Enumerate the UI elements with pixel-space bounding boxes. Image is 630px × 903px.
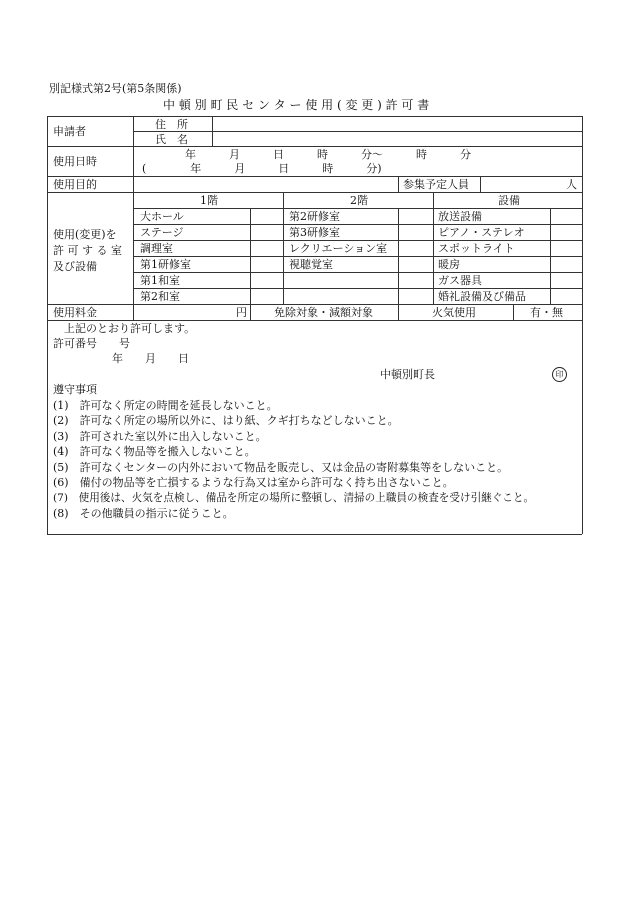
equipment-item: ガス器具 [438,274,482,287]
equipment-item: スポットライト [438,242,515,255]
rooms-label-line1: 使用(変更)を [53,228,117,241]
equipment-item: 放送設備 [438,210,482,223]
attendees-field[interactable] [482,177,562,191]
applicant-label: 申請者 [53,125,86,138]
purpose-field[interactable] [135,177,397,191]
fire-use-label: 火気使用 [432,306,476,319]
address-field[interactable] [214,117,580,130]
datetime-line1[interactable]: 年 月 日 時 分～ 時 分 [185,148,471,161]
address-label: 住 所 [155,118,188,131]
rule-item: (3) 許可された室以外に出入しないこと。 [53,430,267,443]
floor1-header: 1階 [200,194,218,207]
attendees-label: 参集予定人員 [403,178,469,191]
room-floor1: 第2和室 [140,290,180,303]
room-floor2: 第3研修室 [289,226,340,239]
fee-label: 使用料金 [53,306,97,319]
permit-date: 年 月 日 [112,352,189,365]
rule-item: (7) 使用後は、火気を点検し、備品を所定の場所に整頓し、清掃の上職員の検査を受け引継ぐこと。 [53,492,535,504]
purpose-label: 使用目的 [53,178,97,191]
room-floor1: 第1研修室 [140,258,191,271]
room-floor1: ステージ [140,226,184,239]
form-title: 中 頓 別 町 民 セ ン タ ー 使 用 ( 変 更 ) 許 可 書 [163,98,430,112]
equipment-header: 設備 [498,194,520,207]
fee-field[interactable] [135,305,233,319]
permit-statement: 上記のとおり許可します。 [64,322,196,335]
rooms-label-line2: 許 可 す る 室 [53,244,122,257]
room-floor2: 視聴覚室 [289,258,333,271]
floor2-header: 2階 [350,194,368,207]
permit-number: 許可番号 号 [53,337,130,350]
rooms-label-line3: 及び設備 [53,260,97,273]
rule-item: (6) 備付の物品等を亡損するような行為又は室から許可なく持ち出さないこと。 [53,476,454,489]
rule-item: (1) 許可なく所定の時間を延長しないこと。 [53,399,278,412]
rule-item: (2) 許可なく所定の場所以外に、はり紙、クギ打ちなどしないこと。 [53,414,399,427]
form-number: 別記様式第2号(第5条関係) [49,82,182,95]
rule-item: (5) 許可なくセンターの内外において物品を販売し、又は金品の寄附募集等をしないこと。 [53,461,509,474]
datetime-label: 使用日時 [53,155,97,168]
equipment-item: 暖房 [438,258,460,271]
equipment-item: 婚礼設備及び備品 [438,290,526,303]
name-label: 氏 名 [155,133,188,146]
rule-item: (8) その他職員の指示に従うこと。 [53,507,234,520]
room-floor2: 第2研修室 [289,210,340,223]
attendees-unit: 人 [566,178,577,191]
room-floor2: レクリエーション室 [289,242,388,255]
room-floor1: 調理室 [140,242,173,255]
room-floor1: 大ホール [140,210,184,223]
equipment-item: ピアノ・ステレオ [438,226,525,239]
issuer-name: 中頓別町長 [380,368,435,381]
fire-use-options[interactable]: 有・無 [530,306,563,319]
rule-item: (4) 許可なく物品等を搬入しないこと。 [53,445,256,458]
datetime-line2[interactable]: ( 年 月 日 時 分) [142,162,382,175]
seal-icon: 印 [552,367,567,382]
name-field[interactable] [214,132,580,145]
fee-unit: 円 [236,306,247,319]
exemption-label: 免除対象・減額対象 [274,306,373,319]
rules-heading: 遵守事項 [53,383,97,396]
room-floor1: 第1和室 [140,274,180,287]
